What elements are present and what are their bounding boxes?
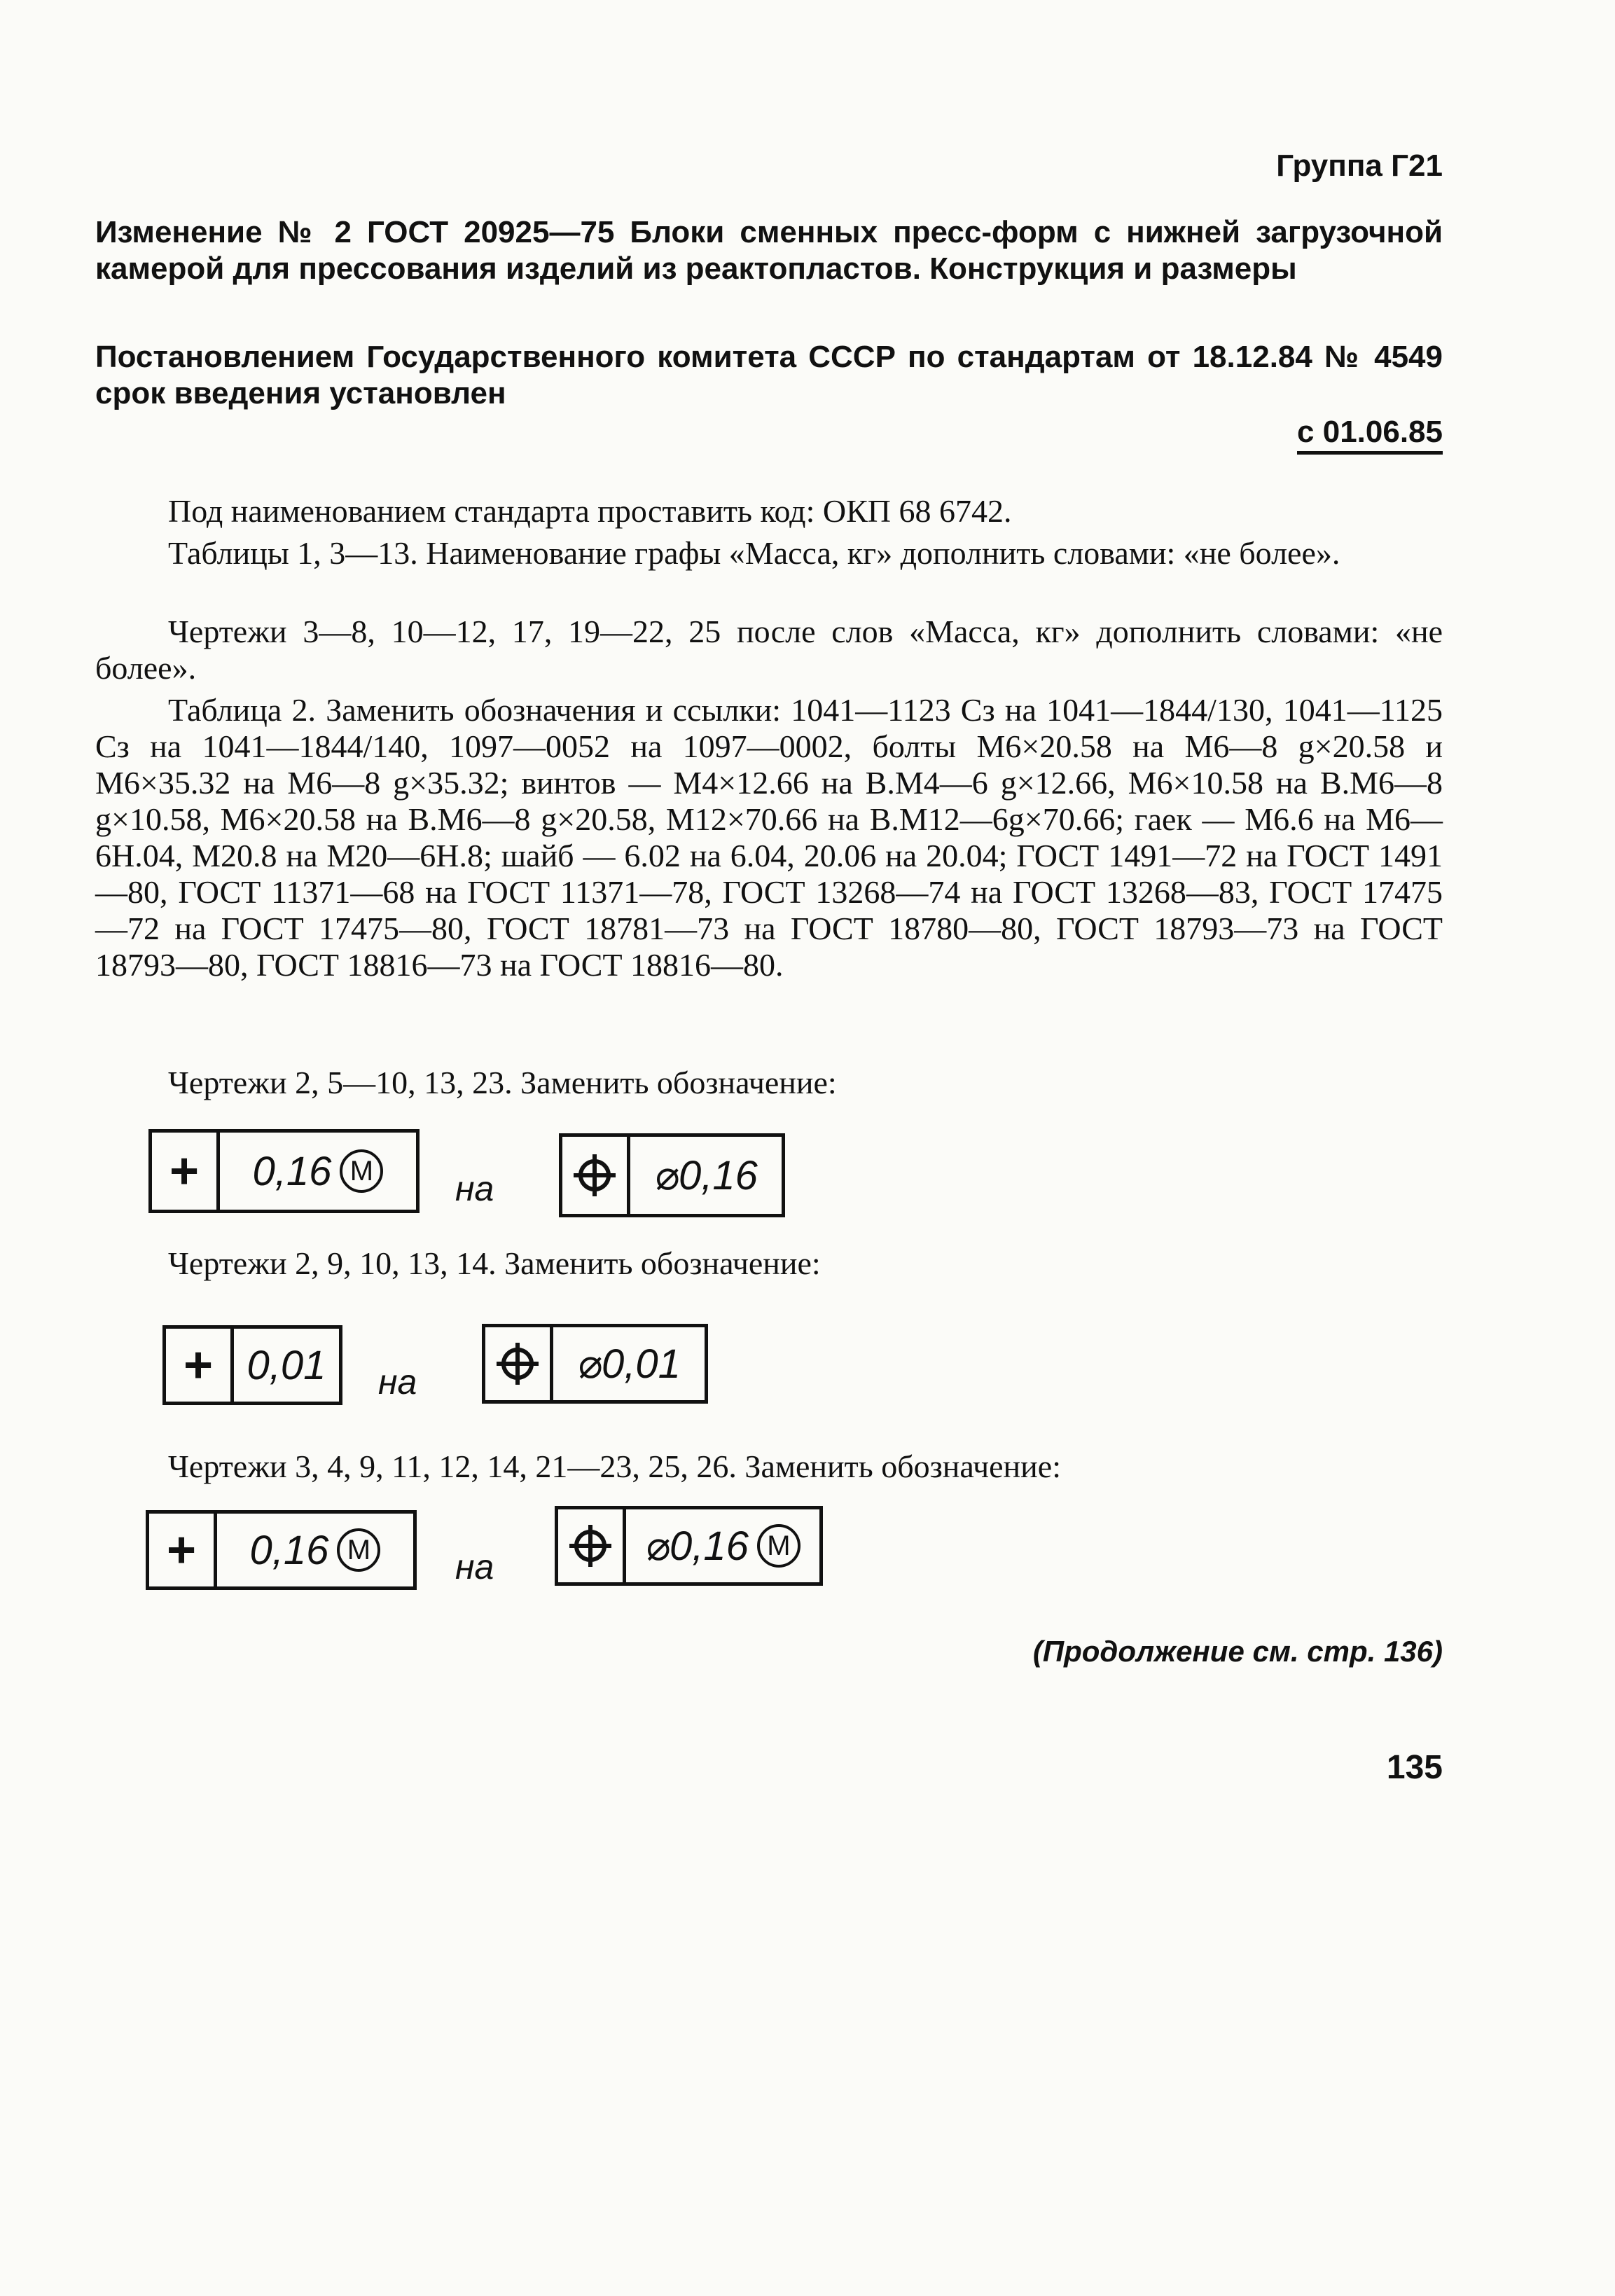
tolerance-value-cell bbox=[623, 1509, 819, 1582]
paragraph-drawings-1: Чертежи 2, 5—10, 13, 23. Заменить обозначение: bbox=[168, 1065, 837, 1100]
tolerance-value-cell bbox=[216, 1133, 416, 1210]
tolerance-value: ⌀0,01 bbox=[550, 1327, 705, 1400]
tolerance-frame-old-1 bbox=[148, 1129, 420, 1213]
paragraph-table-2: Таблица 2. Заменить обозначения и ссылки: 1041—1123 Сз на 1041—1844/130, 1041—1125 Сз на 1041—1844/140, 1097—0052 на 1097—0002, болты М6×20.58 на М6—8 g×20.58 и М6×35.32 на М6—8 g×35.32; винтов — М4×12.66 на В.М4—6 g×12.66, М6×10.58 на В.М6—8 g×10.58, М6×20.58 на В.М6—8 g×20.58, М12×70.66 на В.М12—6g×70.66; гаек — М6.6 на М6—6Н.04, М20.8 на М20—6Н.8; шайб — 6.02 на 6.04, 20.06 на 20.04; ГОСТ 1491—72 на ГОСТ 1491—80, ГОСТ 11371—68 на ГОСТ 11371—78, ГОСТ 13268—74 на ГОСТ 13268—83, ГОСТ 17475—72 на ГОСТ 17475—80, ГОСТ 18781—73 на ГОСТ 18780—80, ГОСТ 18793—73 на ГОСТ 18793—80, ГОСТ 18816—73 на ГОСТ 18816—80. bbox=[95, 692, 1443, 983]
connector-text: на bbox=[455, 1169, 494, 1208]
tolerance-value: 0,16 bbox=[249, 1527, 329, 1573]
max-material-modifier: M bbox=[337, 1528, 380, 1572]
tolerance-frame-old-3 bbox=[146, 1510, 417, 1590]
tolerance-frame-new-2 bbox=[482, 1324, 708, 1404]
paragraph-drawings-2: Чертежи 2, 9, 10, 13, 14. Заменить обозначение: bbox=[168, 1245, 821, 1281]
tolerance-value: ⌀0,16 bbox=[645, 1523, 749, 1569]
tolerance-frame-new-1 bbox=[559, 1133, 785, 1217]
decree-heading: Постановлением Государственного комитета СССР по стандартам от 18.12.84 № 4549 срок введения установлен bbox=[95, 340, 1443, 410]
paragraph-drawings-3: Чертежи 3, 4, 9, 11, 12, 14, 21—23, 25, 26. Заменить обозначение: bbox=[168, 1448, 1061, 1484]
paragraph-okp-code: Под наименованием стандарта проставить код: ОКП 68 6742. bbox=[168, 493, 1012, 529]
tolerance-value: ⌀0,16 bbox=[627, 1137, 782, 1214]
connector-text: на bbox=[378, 1362, 417, 1402]
position-target-icon bbox=[558, 1509, 623, 1582]
group-label: Группа Г21 bbox=[1276, 148, 1443, 183]
tolerance-frame-old-2 bbox=[162, 1325, 342, 1405]
position-target-icon bbox=[485, 1327, 550, 1400]
page-number: 135 bbox=[1386, 1749, 1443, 1786]
paragraph-drawings-mass: Чертежи 3—8, 10—12, 17, 19—22, 25 после слов «Масса, кг» дополнить словами: «не более». bbox=[95, 614, 1443, 686]
position-target-icon bbox=[562, 1137, 627, 1214]
continuation-note: (Продолжение см. стр. 136) bbox=[1032, 1635, 1443, 1668]
max-material-modifier: M bbox=[757, 1524, 800, 1568]
effective-date: с 01.06.85 bbox=[1297, 415, 1443, 455]
position-plus-symbol: + bbox=[166, 1522, 197, 1578]
max-material-modifier: M bbox=[340, 1149, 383, 1193]
position-plus-symbol: + bbox=[169, 1143, 200, 1199]
position-plus-symbol: + bbox=[183, 1337, 214, 1393]
tolerance-value: 0,16 bbox=[252, 1148, 332, 1194]
paragraph-tables: Таблицы 1, 3—13. Наименование графы «Масса, кг» дополнить словами: «не более». bbox=[168, 535, 1340, 571]
tolerance-value-cell bbox=[214, 1514, 413, 1586]
connector-text: на bbox=[455, 1547, 494, 1586]
tolerance-value: 0,01 bbox=[230, 1329, 339, 1402]
change-heading: Изменение № 2 ГОСТ 20925—75 Блоки сменных пресс-форм с нижней загрузочной камерой для прессования изделий из реактопластов. Конструкция и размеры bbox=[95, 215, 1443, 286]
tolerance-frame-new-3 bbox=[555, 1506, 823, 1586]
